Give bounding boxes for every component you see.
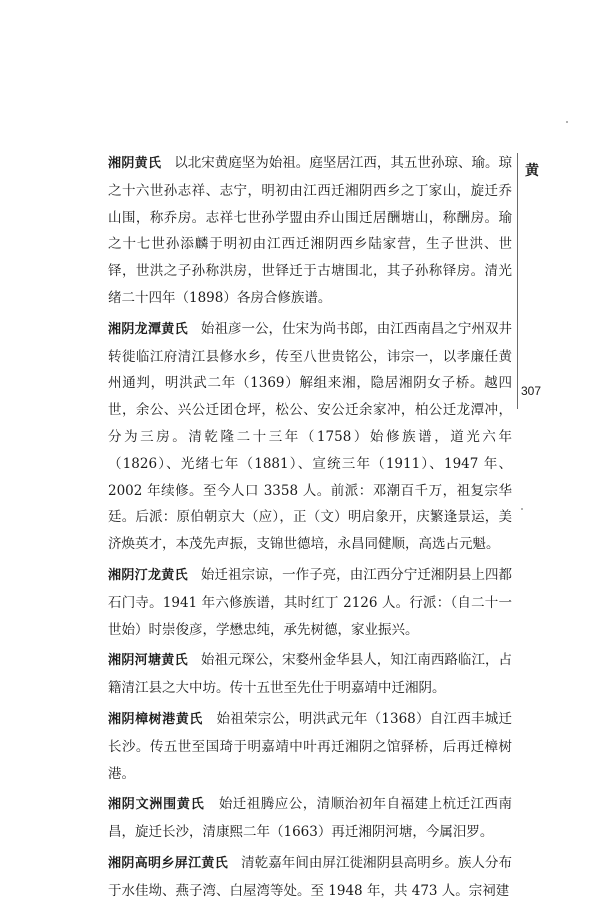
entry-zhangshugang-huang [108,706,512,787]
entry-xiangyin-huang [108,150,512,312]
entry-heading: 湘阴樟树港黄氏 [108,711,203,727]
entry-heading: 湘阴黄氏 [108,156,162,171]
page-number: 307 [521,384,542,398]
entry-body: 始迁祖腾应公，清顺治初年自福建上杭迁江西南昌，旋迁长沙，清康熙二年（1663）再迁湘阴河塘，今属汨罗。 [108,796,513,841]
entry-body: 始祖元琛公，宋婺州金华县人，知江南西路临江，占籍清江县之大中坊。传十五世至先仕于明嘉靖中迁湘阴。 [108,652,512,697]
entry-pingjiang-huang [108,850,512,905]
entry-heading: 湘阴龙潭黄氏 [108,321,188,337]
text-column [108,150,512,909]
scan-speck [521,508,523,510]
side-divider-line [517,153,518,409]
entry-heading: 湘阴汀龙黄氏 [108,567,188,583]
entry-body: 始祖彦一公，仕宋为尚书郎，由江西南昌之宁州双井转徙临江府清江县修水乡，传至八世贵铭公，讳宗一，以孝廉任黄州通判，明洪武二年（1369）解组来湘，隐居湘阴女子桥。越四世，余公、兴公迁团仓坪，松公、安公迁余家冲，柏公迁龙潭冲，分为三房。清乾隆二十三年（1758）始修族谱，道光六年（1826）、光绪七年（1881）、宣统三年（1911）、1947 年、2002 年续修。至今人口 3358 人。前派：邓潮百千万，祖复宗华廷。后派：原伯朝京大（应），正（文）明启象开，庆繁逢景运，美济焕英才，本茂先声振，支锦世德培，永昌同健顺，高选占元魁。 [108,320,512,553]
entry-body: 始迁祖宗谅，一作子亮，由江西分宁迁湘阴县上四都石门寺。1941 年六修族谱，其时红丁 2126 人。行派：（自二十一世始）时崇俊彦，学懋忠纯，承先树德，家业振兴。 [108,566,512,638]
entry-body: 以北宋黄庭坚为始祖。庭坚居江西，其五世孙琼、瑜。琼之十六世孙志祥、志宁，明初由江西迁湘阴西乡之丁家山，旋迁乔山围，称乔房。志祥七世孙学盟由乔山围迁居酬塘山，称酬房。瑜之十七世孙添麟于明初由江西迁湘阴西乡陆家营，生子世洪、世铎，世洪之子孙称洪房，世铎迁于古塘围北，其子孙称铎房。清光绪二十四年（1898）各房合修族谱。 [108,155,513,306]
entry-longtan-huang [108,316,512,558]
entry-heading: 湘阴河塘黄氏 [108,653,188,669]
entry-hetang-huang [108,647,512,702]
entry-wenzhouwei-huang [108,791,512,846]
section-tab-character: 黄 [525,163,539,179]
entry-body: 始祖荣宗公，明洪武元年（1368）自江西丰城迁长沙。传五世至国琦于明嘉靖中叶再迁湘阴之馆驿桥，后再迁樟树港。 [108,710,512,782]
entry-body: 清乾嘉年间由屏江徙湘阴县高明乡。族人分布于水佳坳、燕子湾、白屋湾等处。至 1948 年，共 473 人。宗祠建 [108,854,513,899]
entry-heading: 湘阴文洲围黄氏 [108,797,205,813]
entry-tinglong-huang [108,562,512,643]
entry-heading: 湘阴高明乡屏江黄氏 [108,855,229,871]
scan-speck [566,121,568,123]
